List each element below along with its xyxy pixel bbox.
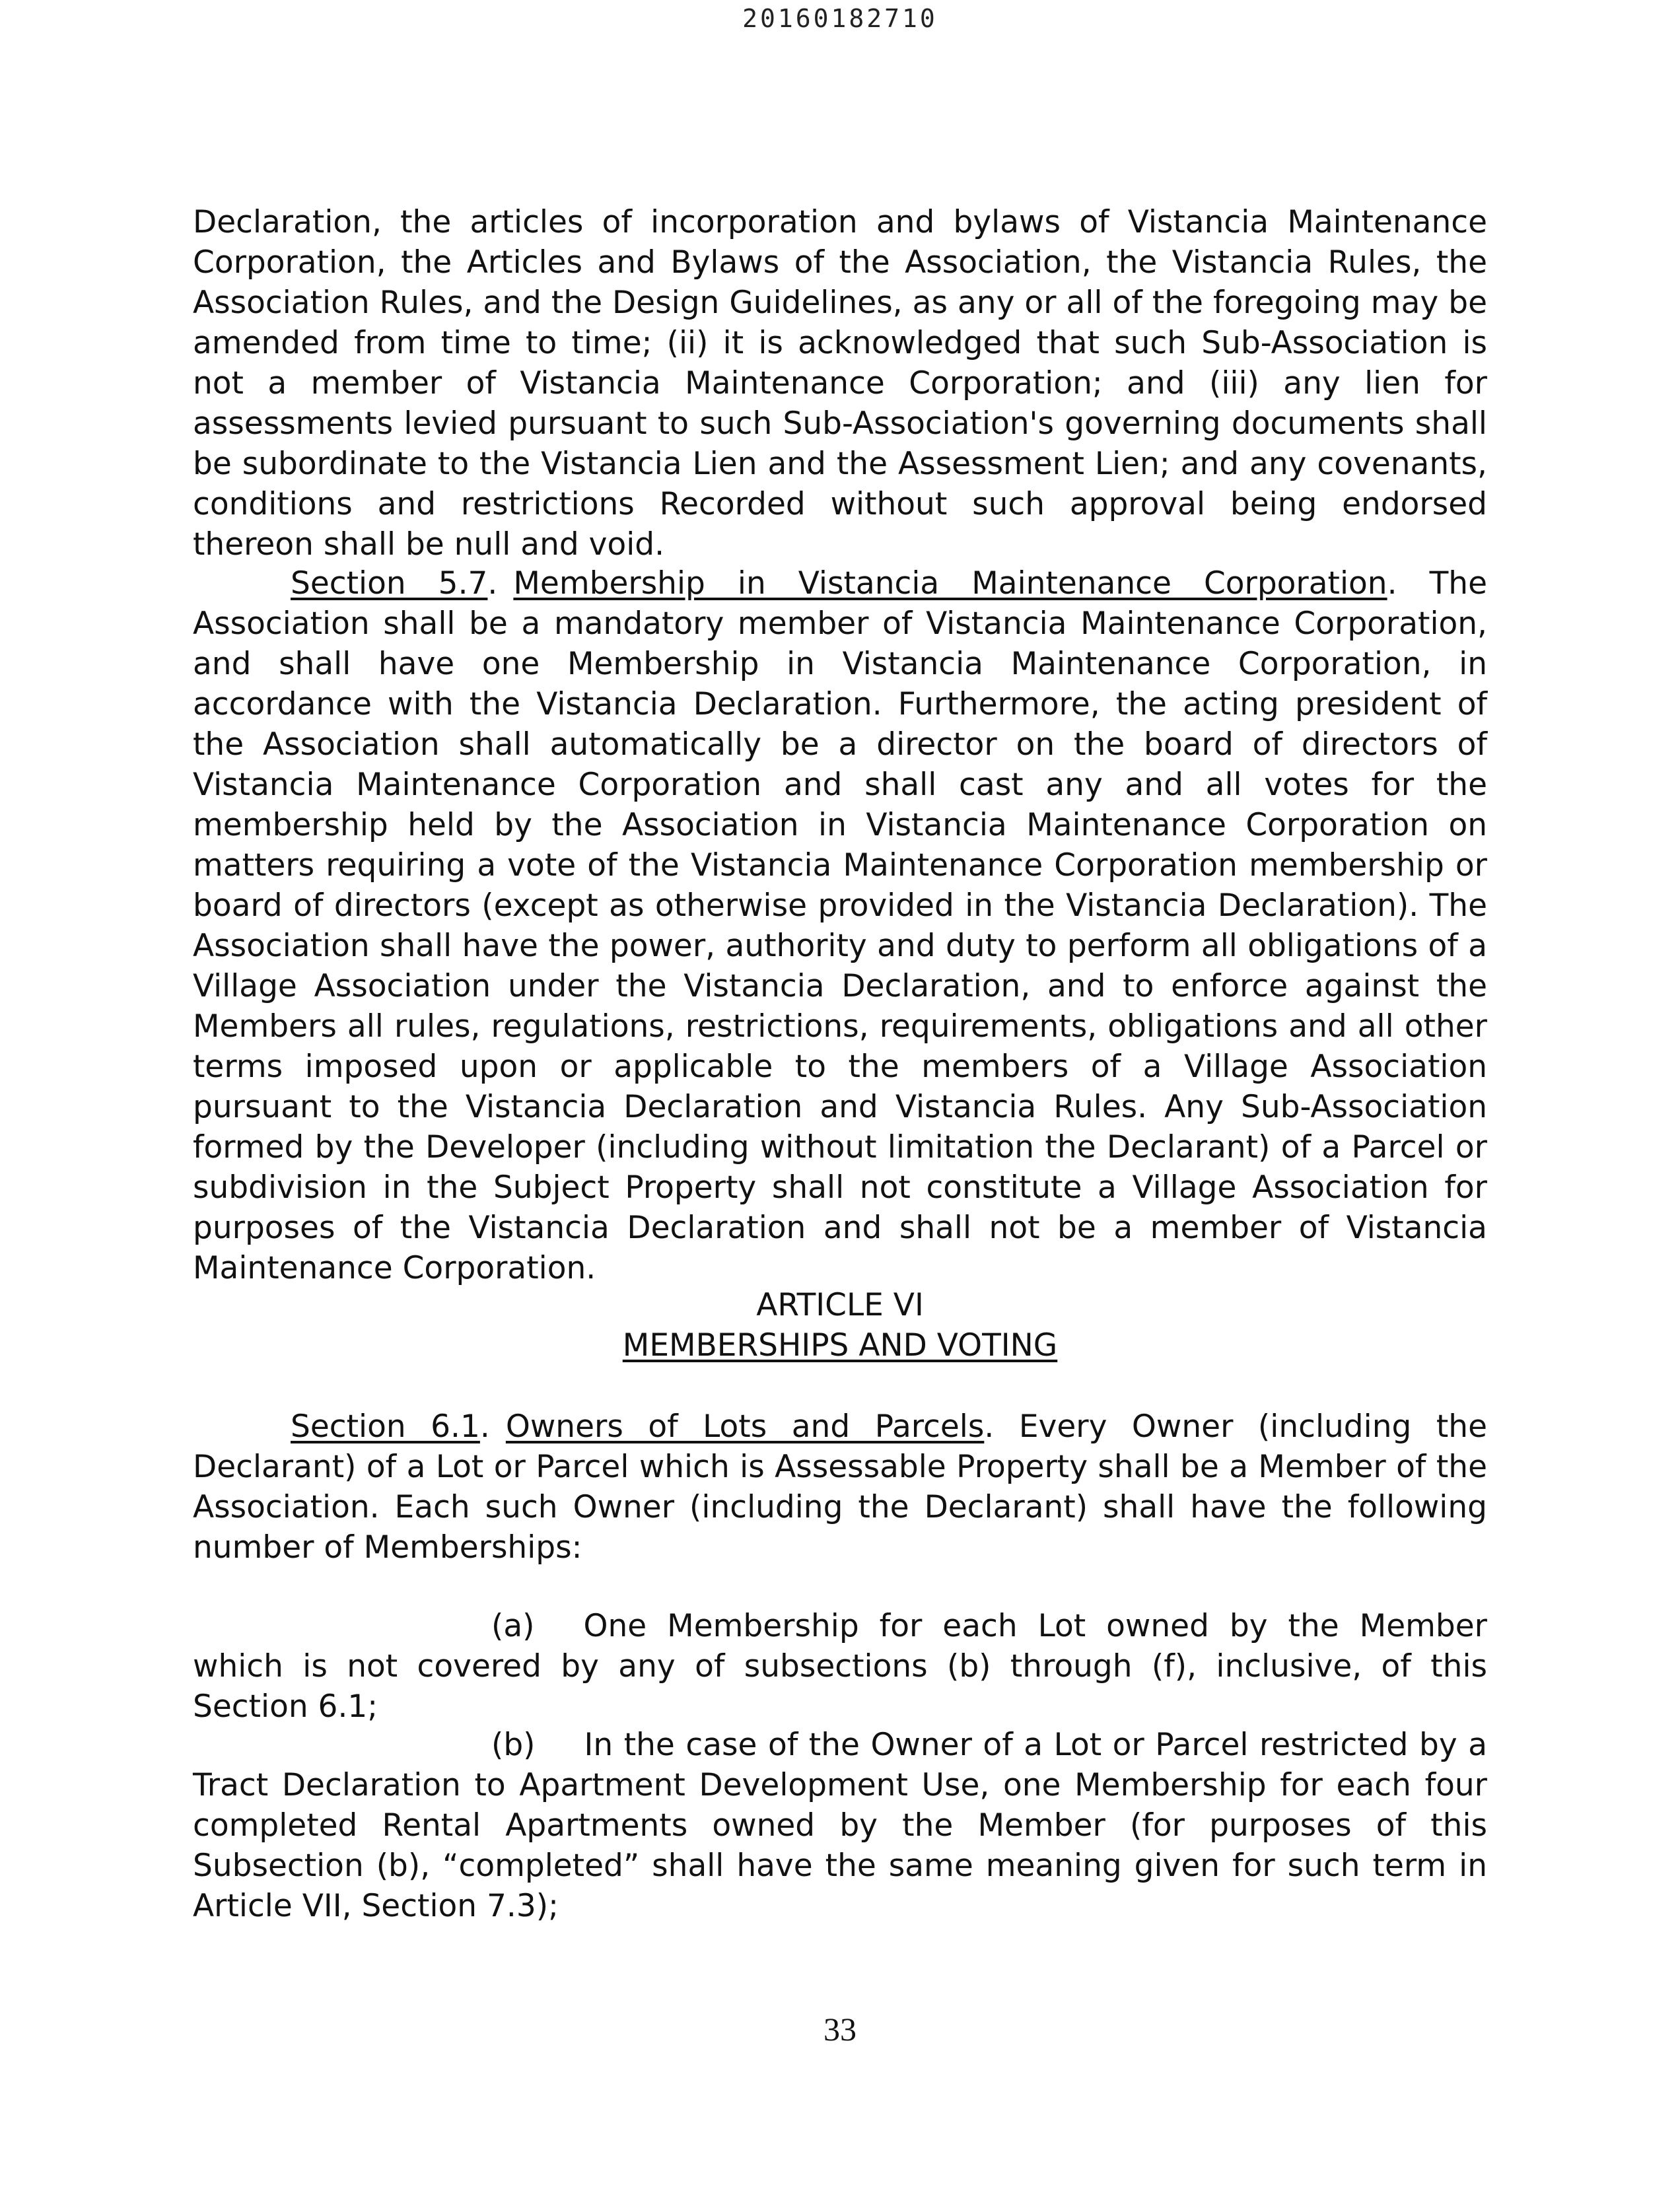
list-item-text: One Membership for each Lot owned by the Member which is not covered by any of subsections (b) through (f), inclusive, of this Section 6.1; bbox=[193, 1608, 1487, 1725]
section-5-7-text: The Association shall be a mandatory member of Vistancia Maintenance Corporation, and shall have one Membership in Vistancia Maintenance Corporation, in accordance with the Vistancia Declaration. Furthermore, the acting president of the Association shall automatically be a director on the board of directors of Vistancia Maintenance Corporation and shall cast any and all votes for the membership held by the Association in Vistancia Maintenance Corporation on matters requiring a vote of the Vistancia Maintenance Corporation membership or board of directors (except as otherwise provided in the Vistancia Declaration). The Association shall have the power, authority and duty to perform all obligations of a Village Association under the Vistancia Declaration, and to enforce against the Members all rules, regulations, restrictions, requirements, obligations and all other terms imposed upon or applicable to the members of a Village Association pursuant to the Vistancia Declaration and Vistancia Rules. Any Sub-Association formed by the Developer (including without limitation the Declarant) of a Parcel or subdivision in the Subject Property shall not constitute a Village Association for purposes of the Vistancia Declaration and shall not be a member of Vistancia Maintenance Corporation. bbox=[193, 565, 1487, 1286]
list-item-text: In the case of the Owner of a Lot or Parcel restricted by a Tract Declaration to Apartment Development Use, one Membership for each four completed Rental Apartments owned by the Member (for purposes of this Subsection (b), “completed” shall have the same meaning given for such term in Article VII, Section 7.3); bbox=[193, 1727, 1487, 1924]
section-5-7-title: Membership in Vistancia Maintenance Corporation bbox=[513, 565, 1387, 602]
section-6-1-title: Owners of Lots and Parcels bbox=[505, 1408, 985, 1445]
section-5-7-paragraph: Section 5.7. Membership in Vistancia Maintenance Corporation. The Association shall be a mandatory member of Vistancia Maintenance Corporation, and shall have one Membership in Vistancia Maintenance Corporation, in accordance with the Vistancia Declaration. Furthermore, the acting president of the Association shall automatically be a director on the board of directors of Vistancia Maintenance Corporation and shall cast any and all votes for the membership held by the Association in Vistancia Maintenance Corporation on matters requiring a vote of the Vistancia Maintenance Corporation membership or board of directors (except as otherwise provided in the Vistancia Declaration). The Association shall have the power, authority and duty to perform all obligations of a Village Association under the Vistancia Declaration, and to enforce against the Members all rules, regulations, restrictions, requirements, obligations and all other terms imposed upon or applicable to the members of a Village Association pursuant to the Vistancia Declaration and Vistancia Rules. Any Sub-Association formed by the Developer (including without limitation the Declarant) of a Parcel or subdivision in the Subject Property shall not constitute a Village Association for purposes of the Vistancia Declaration and shall not be a member of Vistancia Maintenance Corporation. bbox=[193, 565, 1487, 1286]
section-5-7-number: Section 5.7 bbox=[291, 565, 488, 602]
paragraph-continuation: Declaration, the articles of incorporation and bylaws of Vistancia Maintenance Corporation, the Articles and Bylaws of the Association, the Vistancia Rules, the Association Rules, and the Design Guidelines, as any or all of the foregoing may be amended from time to time; (ii) it is acknowledged that such Sub-Association is not a member of Vistancia Maintenance Corporation; and (iii) any lien for assessments levied pursuant to such Sub-Association's governing documents shall be subordinate to the Vistancia Lien and the Assessment Lien; and any covenants, conditions and restrictions Recorded without such approval being endorsed thereon shall be null and void. bbox=[193, 204, 1487, 563]
document-number: 20160182710 bbox=[742, 4, 938, 33]
section-6-1-number: Section 6.1 bbox=[291, 1408, 480, 1445]
article-title-text: MEMBERSHIPS AND VOTING bbox=[622, 1327, 1058, 1364]
list-item bbox=[193, 1725, 1487, 1926]
page-number: 33 bbox=[823, 2011, 857, 2048]
section-6-1-paragraph: Section 6.1. Owners of Lots and Parcels. Every Owner (including the Declarant) of a Lot or Parcel which is Assessable Property shall be a Member of the Association. Each such Owner (including the Declarant) shall have the following number of Memberships: bbox=[193, 1408, 1487, 1566]
list-item-label: (a) bbox=[491, 1608, 535, 1644]
article-number: ARTICLE VI bbox=[756, 1287, 924, 1323]
article-title bbox=[0, 1325, 1680, 1366]
section-6-1-text: Every Owner (including the Declarant) of a Lot or Parcel which is Assessable Property shall be a Member of the Association. Each such Owner (including the Declarant) shall have the following number of Memberships: bbox=[193, 1408, 1487, 1566]
list-item bbox=[193, 1606, 1487, 1727]
list-item-label: (b) bbox=[491, 1727, 536, 1763]
